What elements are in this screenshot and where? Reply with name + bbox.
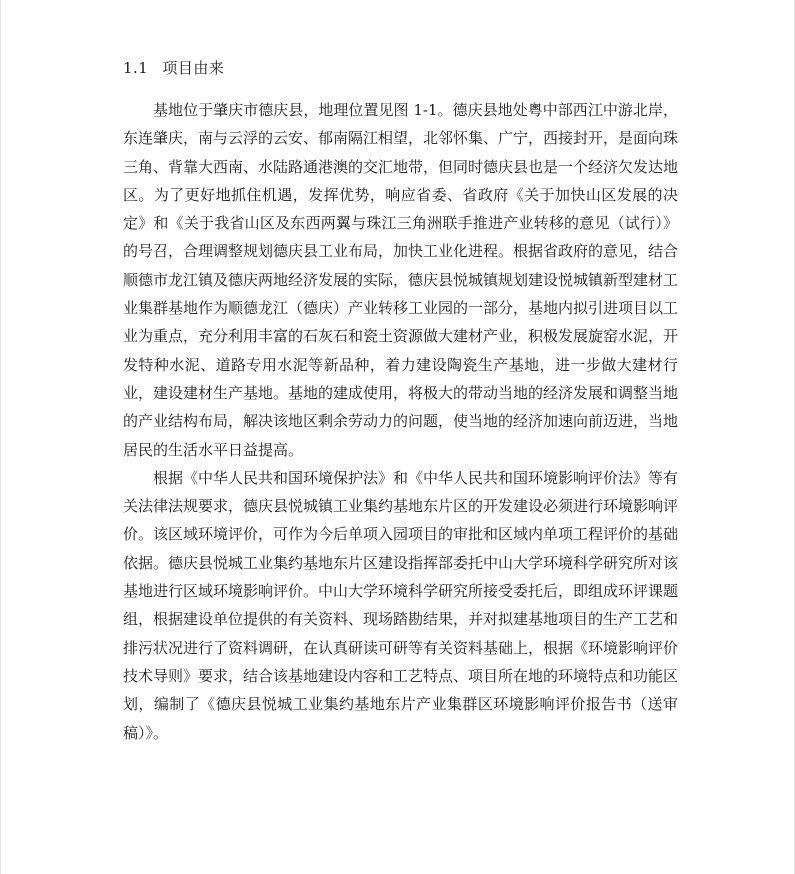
section-number: 1.1 [123,59,149,77]
document-content [123,56,678,747]
section-title: 项目由来 [162,59,225,77]
paragraph-assessment-basis: 根据《中华人民共和国环境保护法》和《中华人民共和国环境影响评价法》等有关法律法规要求，德庆县悦城镇工业集约基地东片区的开发建设必须进行环境影响评价。该区域环境评价，可作为今后单项入园项目的审批和区域内单项工程评价的基础依据。德庆县悦城工业集约基地东片区建设指挥部委托中山大学环境科学研究所对该基地进行区域环境影响评价。中山大学环境科学研究所接受委托后，即组成环评课题组，根据建设单位提供的有关资料、现场踏勘结果，并对拟建基地项目的生产工艺和排污状况进行了资料调研，在认真研读可研等有关资料基础上，根据《环境影响评价技术导则》要求，结合该基地建设内容和工艺特点、项目所在地的环境特点和功能区划，编制了《德庆县悦城工业集约基地东片产业集群区环境影响评价报告书（送审稿）》。 [123,468,679,742]
section-heading [123,56,678,80]
paragraph-project-background: 基地位于肇庆市德庆县，地理位置见图 1-1。德庆县地处粤中部西江中游北岸，东连肇庆，南与云浮的云安、郁南隔江相望，北邻怀集、广宁，西接封开，是面向珠三角、背靠大西南、水陆路通港澳的交汇地带，但同时德庆县也是一个经济欠发达地区。为了更好地抓住机遇，发挥优势，响应省委、省政府《关于加快山区发展的决定》和《关于我省山区及东西两翼与珠江三角洲联手推进产业转移的意见（试行）》的号召，合理调整规划德庆县工业布局，加快工业化进程。根据省政府的意见，结合顺德市龙江镇及德庆两地经济发展的实际，德庆县悦城镇规划建设悦城镇新型建材工业集群基地作为顺德龙江（德庆）产业转移工业园的一部分，基地内拟引进项目以工业为重点，充分利用丰富的石灰石和瓷土资源做大建材产业，积极发展旋窑水泥，开发特种水泥、道路专用水泥等新品种，着力建设陶瓷生产基地，进一步做大建材行业，建设建材生产基地。基地的建成使用，将极大的带动当地的经济发展和调整当地的产业结构布局，解决该地区剩余劳动力的问题，使当地的经济加速向前迈进，当地居民的生活水平日益提高。 [123,101,679,459]
